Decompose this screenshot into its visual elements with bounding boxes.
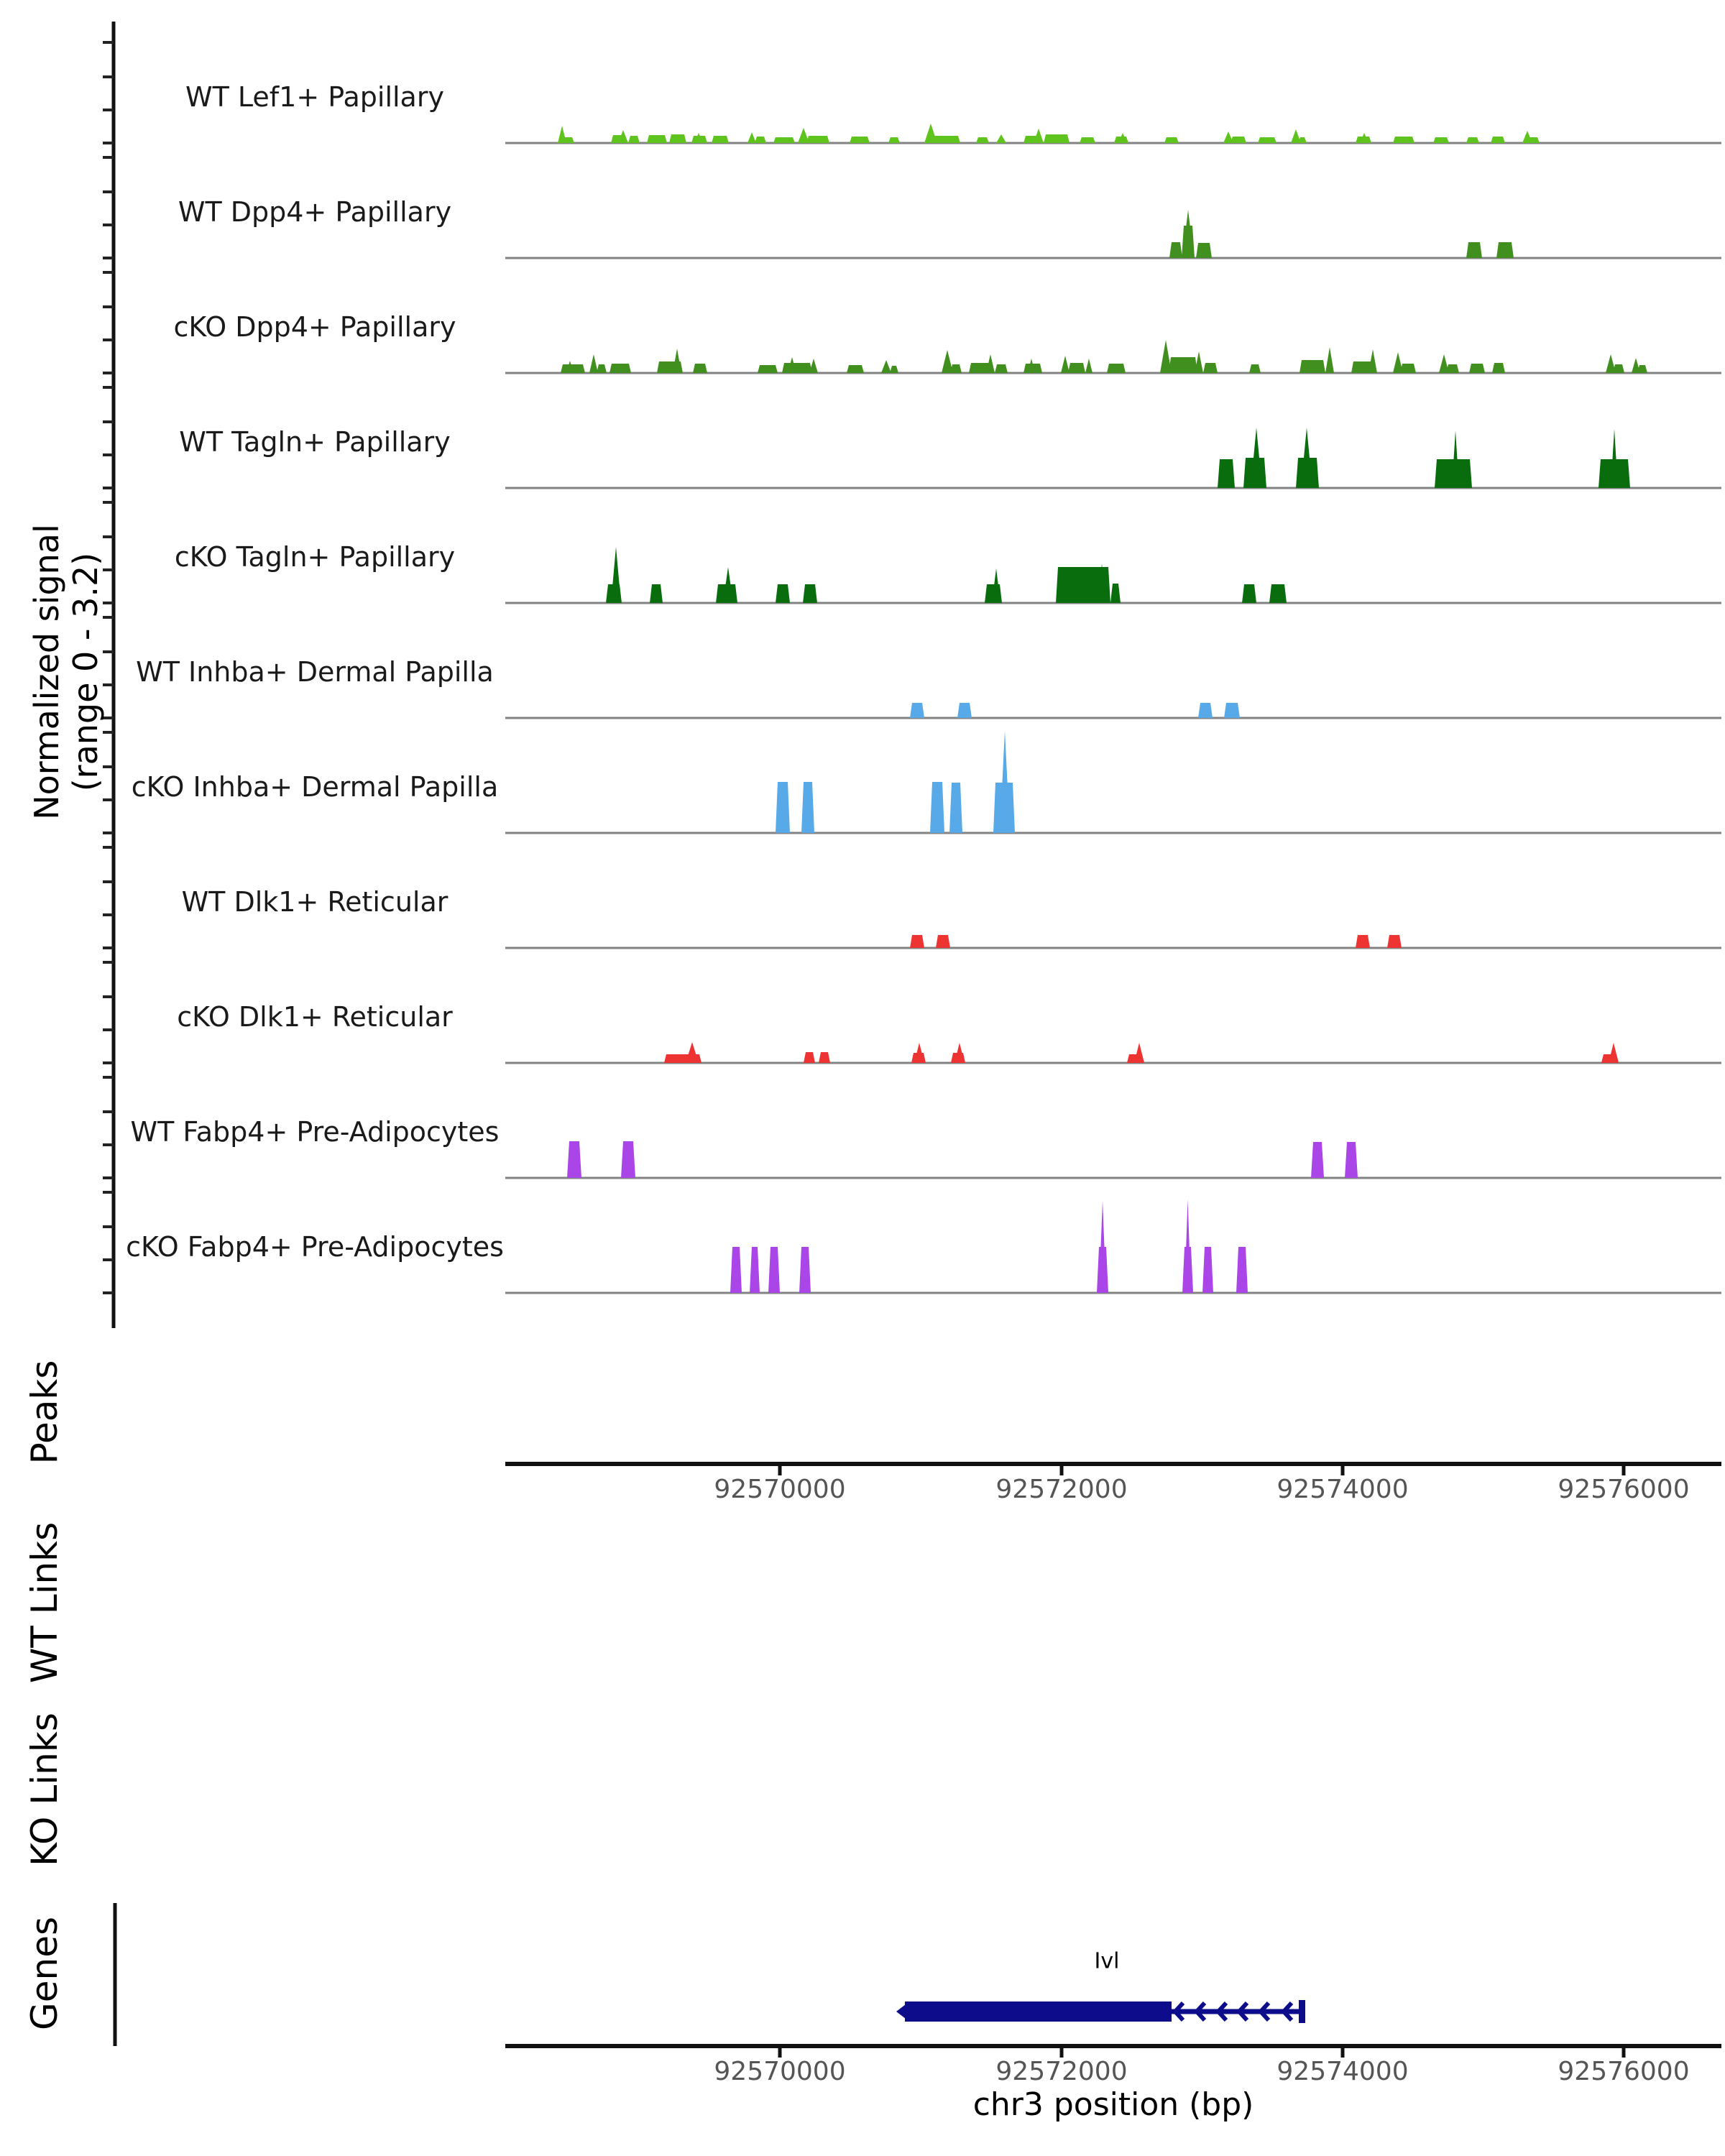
- signal-peak: [1202, 1247, 1213, 1293]
- signal-peak: [996, 134, 1006, 143]
- signal-peak: [888, 137, 900, 143]
- signal-peak: [1298, 137, 1307, 143]
- signal-peak: [621, 1141, 635, 1178]
- signal-peak: [803, 584, 817, 603]
- signal-peak: [1169, 357, 1197, 373]
- signal-peak: [1446, 364, 1459, 373]
- signal-peak: [1080, 137, 1095, 143]
- track-signal-7: [910, 935, 1402, 948]
- signal-peak: [1169, 242, 1182, 258]
- signal-peak: [976, 137, 989, 143]
- signal-peak: [957, 703, 972, 718]
- signal-peak: [949, 783, 962, 833]
- signal-peak: [1196, 243, 1212, 258]
- track-signal-4: [606, 547, 1287, 603]
- track-label-5: WT Inhba+ Dermal Papilla: [136, 656, 494, 688]
- x-axis-title: chr3 position (bp): [972, 2086, 1254, 2123]
- signal-peak: [1184, 1199, 1191, 1293]
- signal-y-axis-label: [27, 524, 105, 820]
- signal-peak: [589, 354, 598, 373]
- track-label-3: WT Tagln+ Papillary: [179, 426, 451, 458]
- signal-peak: [1387, 935, 1402, 948]
- signal-peak: [1433, 137, 1449, 143]
- gene-name-label: Ivl: [1094, 1948, 1120, 1974]
- signal-peak: [597, 364, 607, 373]
- signal-peak: [801, 782, 814, 833]
- signal-peak: [768, 1247, 780, 1293]
- peaks-axis-tick-label: 92574000: [1276, 1475, 1409, 1504]
- signal-peak: [936, 935, 950, 948]
- signal-peak: [804, 1052, 815, 1063]
- signal-peak: [1300, 360, 1325, 373]
- signal-peak: [1110, 584, 1121, 603]
- signal-peak: [673, 349, 681, 373]
- signal-peak: [1198, 703, 1213, 718]
- signal-peak: [950, 364, 962, 373]
- signal-peak: [1258, 137, 1276, 143]
- signal-peak: [1368, 349, 1377, 373]
- signal-peak: [758, 365, 778, 373]
- signal-peak: [1236, 1247, 1248, 1293]
- signal-peak: [750, 1247, 760, 1293]
- signal-peak: [1044, 134, 1070, 143]
- signal-peak: [1061, 356, 1070, 373]
- track-signal-10: [730, 1199, 1248, 1293]
- signal-peak: [1611, 429, 1618, 488]
- peaks-axis-tick-label: 92576000: [1558, 1475, 1690, 1504]
- genes-axis-tick-label: 92570000: [714, 2057, 846, 2086]
- gene-left-arrowhead: [896, 2004, 906, 2019]
- track-label-1: WT Dpp4+ Papillary: [178, 196, 452, 228]
- signal-peak: [1466, 242, 1482, 258]
- peaks-axis-tick-label: 92572000: [995, 1475, 1128, 1504]
- track-signal-9: [567, 1141, 1358, 1178]
- signal-peak: [1134, 1043, 1144, 1063]
- signal-y-axis-label-line2: (range 0 - 3.2): [66, 552, 105, 792]
- signal-peak: [1107, 364, 1126, 373]
- track-label-4: cKO Tagln+ Papillary: [174, 541, 456, 573]
- signal-peak: [782, 363, 812, 373]
- signal-peak: [1496, 242, 1514, 258]
- signal-peak: [1491, 137, 1505, 143]
- signal-peak: [799, 1247, 811, 1293]
- signal-peak: [1311, 1142, 1324, 1178]
- signal-peak: [1393, 137, 1414, 143]
- track-label-0: WT Lef1+ Papillary: [185, 81, 444, 113]
- peaks-section-label: Peaks: [24, 1360, 65, 1465]
- signal-peak: [819, 1052, 830, 1063]
- signal-peak: [1242, 584, 1256, 603]
- signal-peak: [650, 584, 663, 603]
- signal-peak: [806, 136, 829, 143]
- signal-peak: [1325, 347, 1334, 373]
- signal-peak: [686, 1042, 699, 1063]
- signal-peak: [693, 364, 707, 373]
- signal-peak: [567, 1141, 581, 1178]
- signal-y-axis-label-line1: Normalized signal: [27, 524, 66, 820]
- signal-peak: [1000, 731, 1010, 833]
- wt-links-section-label: WT Links: [24, 1521, 65, 1684]
- signal-peak: [995, 364, 1008, 373]
- signal-peak: [1269, 584, 1287, 603]
- signal-peak: [1637, 365, 1647, 373]
- signal-peak: [1224, 703, 1240, 718]
- signal-peak: [1218, 459, 1235, 488]
- signal-peak: [1249, 364, 1261, 373]
- track-signal-8: [664, 1042, 1619, 1063]
- track-label-10: cKO Fabp4+ Pre-Adipocytes: [126, 1231, 504, 1263]
- signal-peak: [748, 132, 756, 143]
- signal-peak: [850, 137, 870, 143]
- signal-peak: [1068, 363, 1085, 373]
- signal-peak: [730, 1247, 742, 1293]
- signal-peak: [773, 137, 795, 143]
- signal-peak: [933, 136, 960, 143]
- signal-peak: [755, 137, 766, 143]
- track-label-7: WT Dlk1+ Reticular: [181, 886, 448, 918]
- track-signal-5: [910, 703, 1240, 718]
- genes-section-label: Genes: [24, 1916, 65, 2031]
- signal-peak: [930, 782, 944, 833]
- track-label-6: cKO Inhba+ Dermal Papilla: [131, 771, 499, 803]
- signal-peak: [647, 135, 667, 143]
- signal-peak: [1203, 363, 1218, 373]
- track-label-9: WT Fabp4+ Pre-Adipocytes: [130, 1116, 500, 1148]
- signal-peak: [1466, 137, 1479, 143]
- signal-peak: [712, 136, 729, 143]
- peaks-axis-tick-label: 92570000: [714, 1475, 846, 1504]
- signal-peak: [1613, 364, 1624, 373]
- signal-peak: [628, 136, 640, 143]
- signal-peak: [776, 584, 790, 603]
- signal-peak: [1345, 1142, 1358, 1178]
- track-signal-0: [558, 124, 1540, 143]
- signal-peak: [1469, 364, 1485, 373]
- genes-axis-tick-label: 92576000: [1558, 2057, 1690, 2086]
- signal-peak: [1230, 137, 1246, 143]
- signal-peak: [1492, 363, 1505, 373]
- genes-axis-tick-label: 92572000: [995, 2057, 1128, 2086]
- signal-peak: [1085, 359, 1092, 373]
- track-signal-2: [561, 340, 1647, 373]
- signal-peak: [881, 360, 891, 373]
- signal-peak: [1400, 364, 1416, 373]
- signal-peak: [1356, 935, 1370, 948]
- track-signal-1: [1169, 210, 1514, 258]
- signal-peak: [669, 134, 686, 143]
- track-signal-6: [776, 731, 1015, 833]
- gene-body-rect: [905, 2001, 1172, 2022]
- signal-peak: [847, 365, 864, 373]
- track-label-2: cKO Dpp4+ Papillary: [173, 311, 456, 343]
- signal-peak: [1164, 137, 1179, 143]
- signal-peak: [776, 782, 790, 833]
- signal-peak: [610, 364, 631, 373]
- track-signal-3: [1218, 428, 1630, 488]
- signal-peak: [611, 547, 621, 603]
- signal-peak: [910, 703, 924, 718]
- signal-peak: [910, 935, 924, 948]
- genes-axis-tick-label: 92574000: [1276, 2057, 1409, 2086]
- signal-peak: [1609, 1043, 1619, 1063]
- gene-end-bar: [1299, 2000, 1305, 2023]
- track-label-8: cKO Dlk1+ Reticular: [177, 1001, 453, 1033]
- ko-links-section-label: KO Links: [24, 1713, 65, 1866]
- signal-peak: [890, 366, 898, 373]
